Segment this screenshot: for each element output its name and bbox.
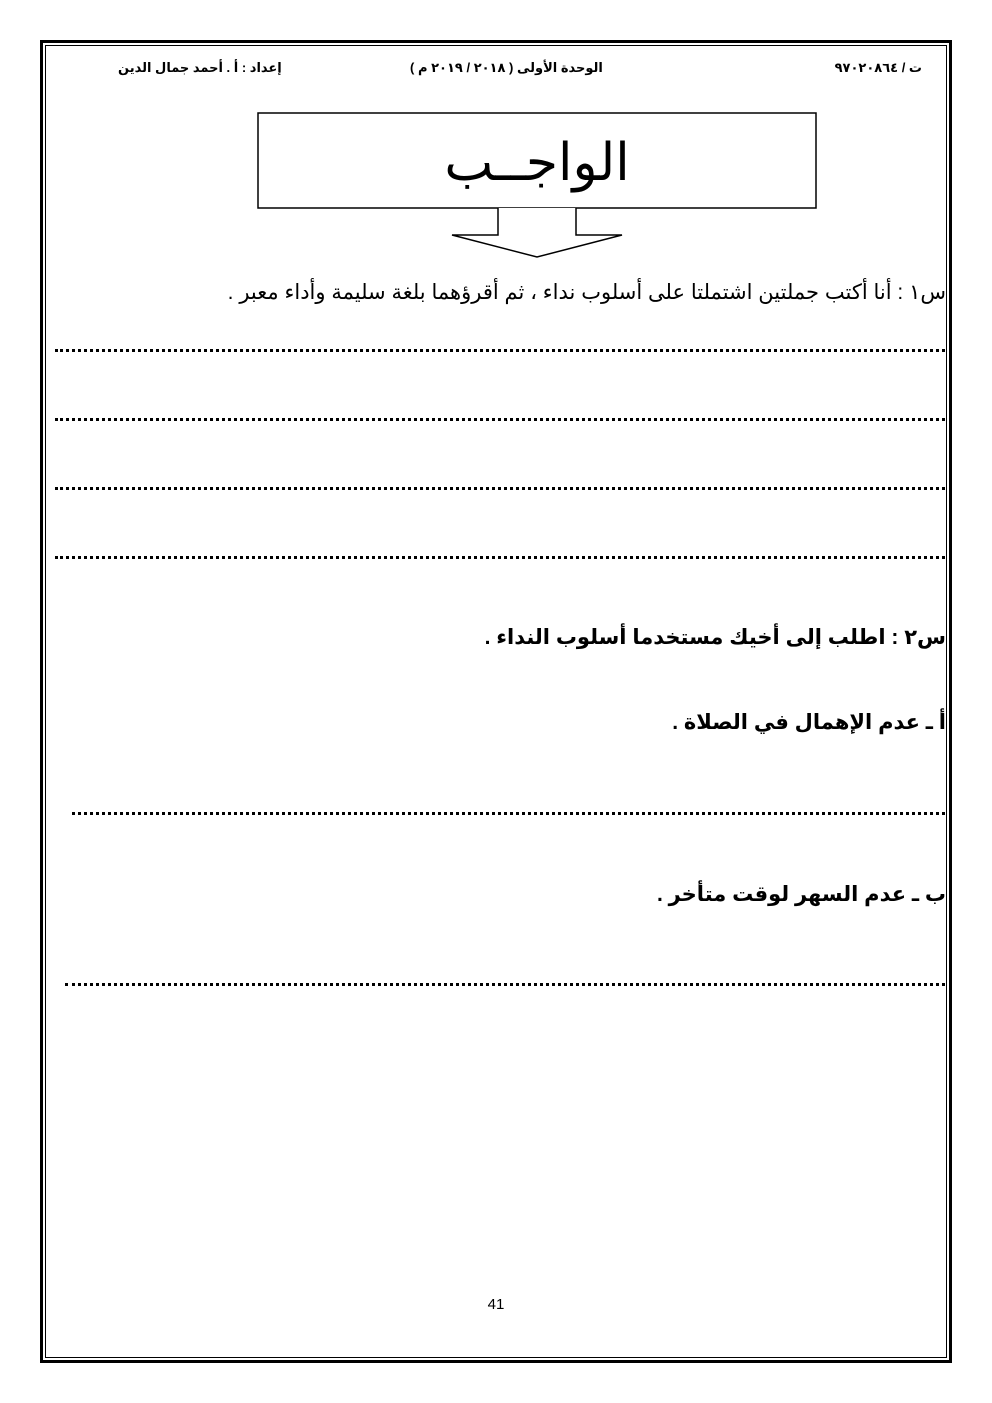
- answer-line[interactable]: [55, 349, 945, 352]
- question-1: س١ : أنا أكتب جملتين اشتملتا على أسلوب نداء ، ثم أقرؤهما بلغة سليمة وأداء معبر .: [227, 281, 946, 304]
- answer-line[interactable]: [55, 556, 945, 559]
- answer-line[interactable]: [55, 418, 945, 421]
- header-unit: الوحدة الأولى ( ٢٠١٨ / ٢٠١٩ م ): [410, 60, 603, 75]
- question-2-part-b: ب ـ عدم السهر لوقت متأخر .: [656, 883, 946, 906]
- question-2-part-a: أ ـ عدم الإهمال في الصلاة .: [672, 711, 946, 734]
- answer-line[interactable]: [65, 983, 945, 986]
- answer-line[interactable]: [72, 812, 945, 815]
- page-number: 41: [487, 1296, 505, 1313]
- header-phone: ت / ٩٧٠٢٠٨٦٤: [834, 60, 922, 75]
- question-2: س٢ : اطلب إلى أخيك مستخدما أسلوب النداء .: [484, 626, 946, 649]
- answer-line[interactable]: [55, 487, 945, 490]
- header-author: إعداد : أ . أحمد جمال الدين: [118, 60, 282, 75]
- page-title: الواجــب: [444, 134, 630, 192]
